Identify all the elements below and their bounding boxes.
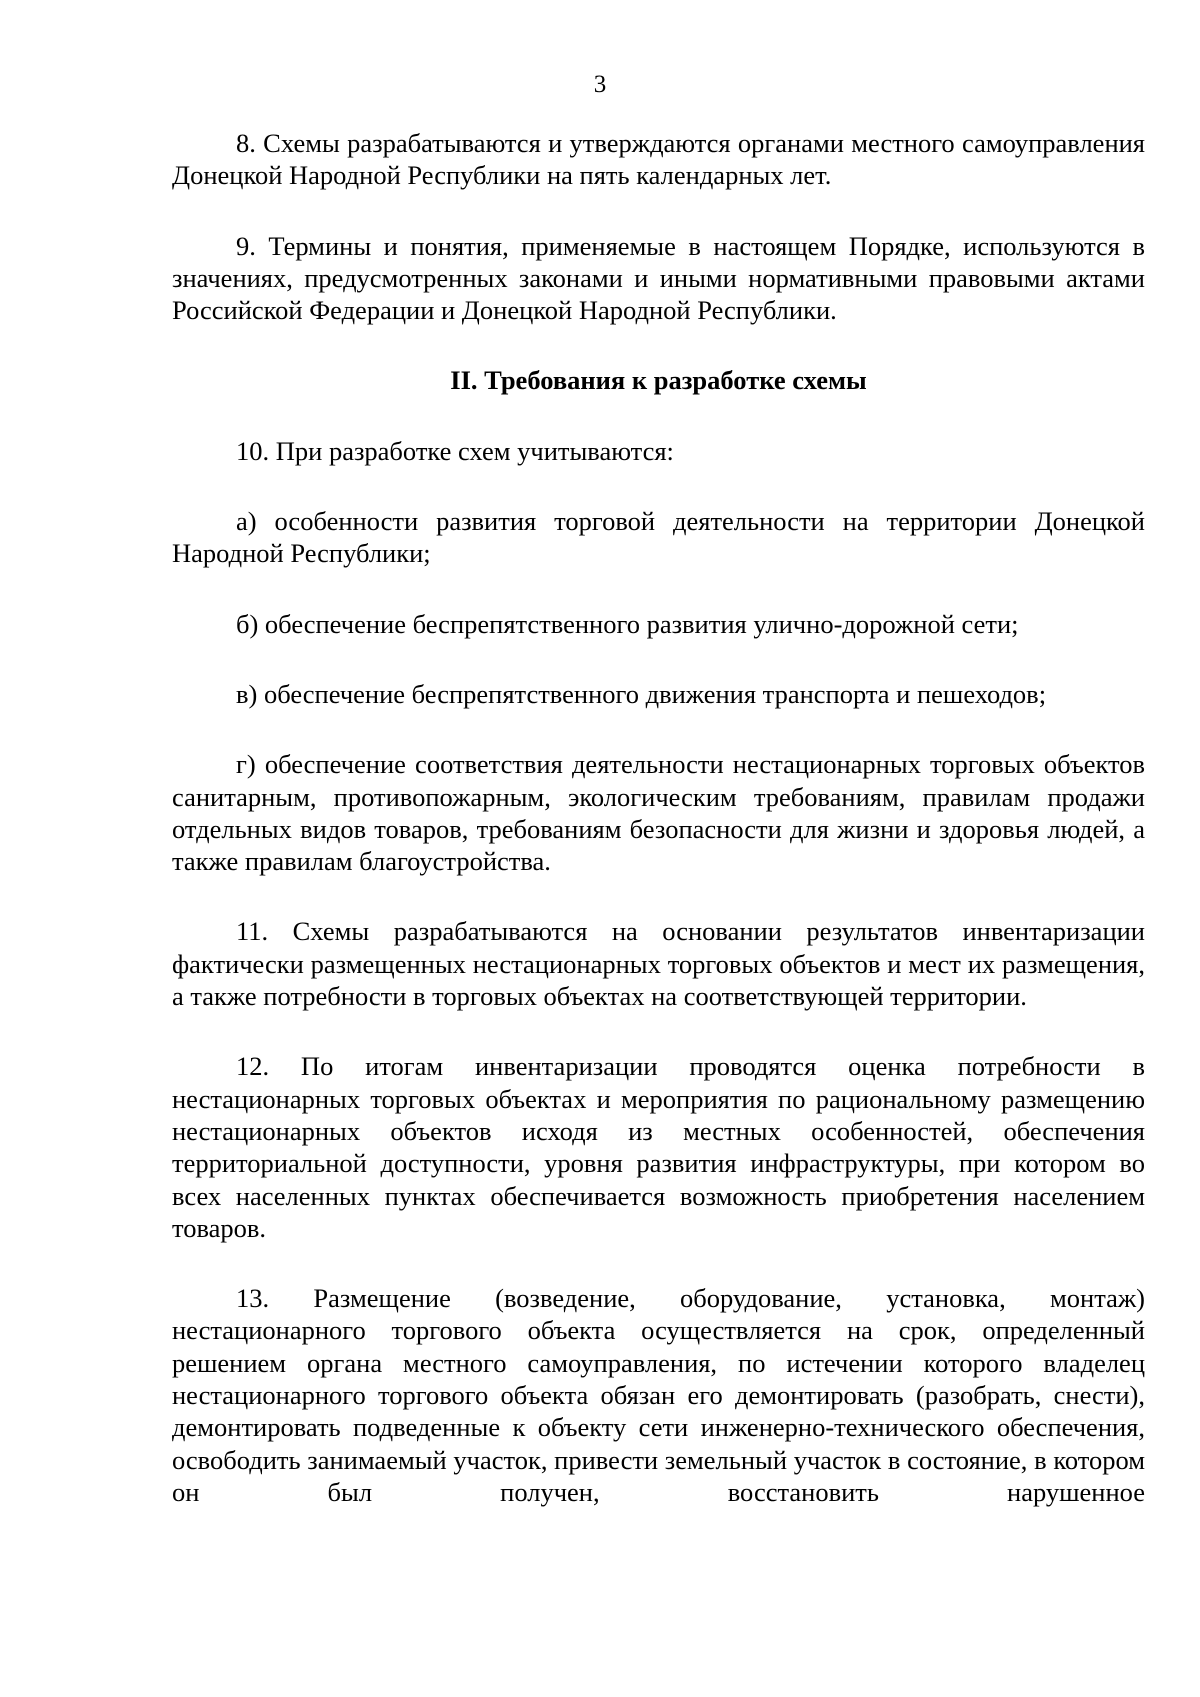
paragraph-13: 13. Размещение (возведение, оборудование, установка, монтаж) нестационарного торгового объекта осуществляется на срок, определенный решением органа местного самоуправления, по истечении которого владелец нестационарного торгового объекта обязан его демонтировать (разобрать, снести), демонтировать подведенные к объекту сети инженерно-технического обеспечения, освободить занимаемый участок, привести земельный участок в состояние, в котором он был получен, восстановить нарушенное <box>172 1283 1145 1507</box>
page-number: 3 <box>593 71 607 98</box>
paragraph-10-v: в) обеспечение беспрепятственного движения транспорта и пешеходов; <box>236 678 1047 709</box>
section-heading: II. Требования к разработке схемы <box>450 365 867 396</box>
paragraph-12: 12. По итогам инвентаризации проводятся оценка потребности в нестационарных торговых объектах и мероприятия по рациональному размещению нестационарных объектов исходя из местных особенностей, обеспечения территориальной доступности, уровня развития инфраструктуры, при котором во всех населенных пунктах обеспечивается возможность приобретения населением товаров. <box>172 1051 1145 1243</box>
paragraph-11: 11. Схемы разрабатываются на основании результатов инвентаризации фактически размещенных нестационарных торговых объектов и мест их размещения, а также потребности в торговых объектах на соответствующей территории. <box>172 916 1145 1012</box>
paragraph-10-b: б) обеспечение беспрепятственного развития улично-дорожной сети; <box>236 608 1019 639</box>
paragraph-10-g: г) обеспечение соответствия деятельности нестационарных торговых объектов санитарным, противопожарным, экологическим требованиям, правилам продажи отдельных видов товаров, требованиям безопасности для жизни и здоровья людей, а также правилам благоустройства. <box>172 749 1145 877</box>
paragraph-10: 10. При разработке схем учитываются: <box>236 435 674 466</box>
document-body <box>172 127 1145 1508</box>
paragraph-10-a: а) особенности развития торговой деятельности на территории Донецкой Народной Республики; <box>172 506 1145 569</box>
paragraph-8: 8. Схемы разрабатываются и утверждаются органами местного самоуправления Донецкой Народной Республики на пять календарных лет. <box>172 128 1145 191</box>
paragraph-9: 9. Термины и понятия, применяемые в настоящем Порядке, используются в значениях, предусмотренных законами и иными нормативными правовыми актами Российской Федерации и Донецкой Народной Республики. <box>172 230 1145 326</box>
